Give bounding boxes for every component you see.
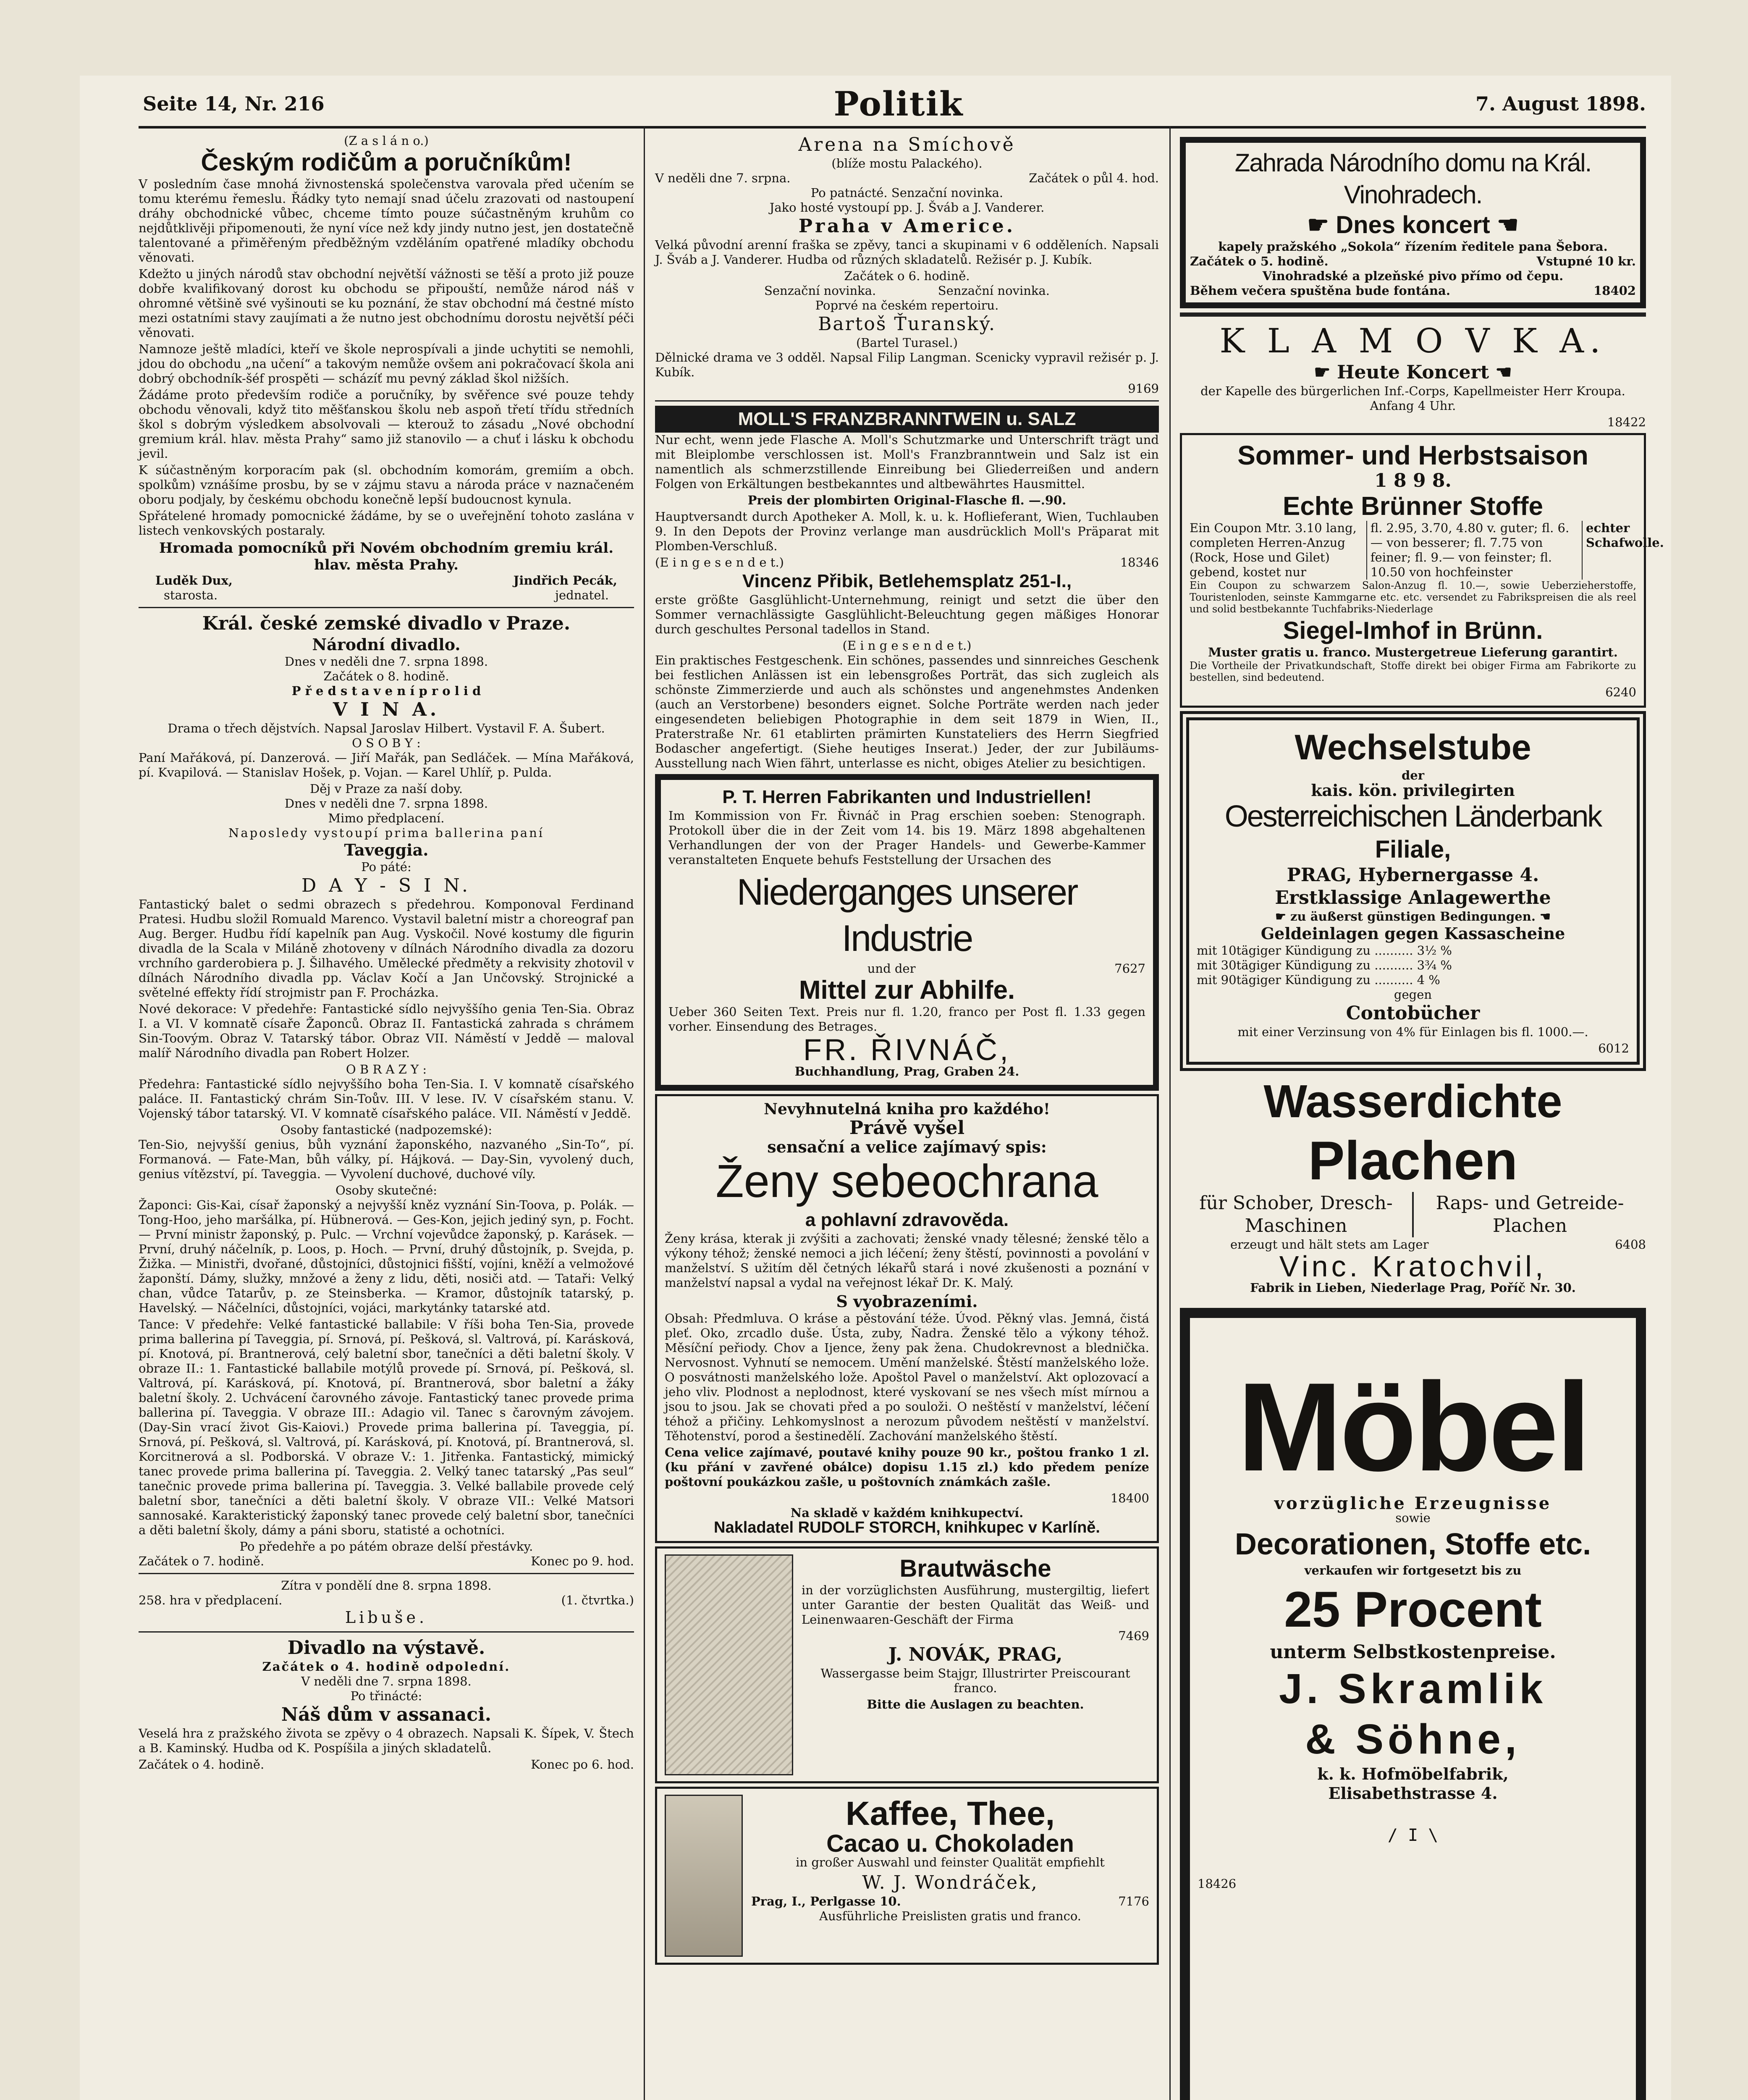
plachen-left: für Schober, Dresch-Maschinen [1180,1192,1414,1237]
page-header [143,84,1646,130]
eingesendet: (E i n g e s e n d e t.) [842,638,972,653]
newspaper-title: Politik [833,84,964,123]
koncert-text: kapely pražského „Sokola“ řízením ředitele pana Šebora. [1218,239,1608,254]
prestavky: Po předehře a po pátém obraze delší přestávky. [239,1539,533,1554]
kniha-cena: Cena velice zajímavé, poutavé knihy pouze 90 kr., poštou franko 1 zl. (ku přání v zavřené obálce) dopisu 1.15 zl.) kdo předem peníze poštovní poukázkou zašle, u poštovních známkách zašle. [665,1445,1149,1489]
separator [1180,312,1646,317]
koncert-pivo: Vinohradské a plzeňské pivo přímo od čepu. [1262,269,1564,283]
mobel-proc: 25 Procent [1284,1581,1542,1638]
moll-footer [655,555,1159,570]
zahrada-title: Zahrada Národního domu na Král. Vinohradech. [1234,149,1591,209]
scene: Děj v Praze za naší doby. [309,782,463,796]
column-3 [1180,134,1664,2100]
kaffee-title: Kaffee, Thee, [846,1795,1055,1832]
kniha-sklad: Na skladě v každém knihkupectví. [790,1506,1024,1520]
arena-desc: Velká původní arenní fraška se zpěvy, tanci a skupinami v 6 odděleních. Napsali J. Šváb a J. Vanderer. Hudba od různých skladatelů. Režisér p. J. Kubík. [655,238,1159,267]
wechsel-kk: kais. kön. privilegirten [1311,781,1515,800]
ad-number: 18402 [1593,284,1636,298]
entry-fee: Vstupné 10 kr. [1536,254,1636,268]
mobel-name: J. Skramlik [1279,1665,1547,1712]
wechsel-der: der [1401,768,1424,782]
fabrikanten-ad [655,774,1159,1091]
ballerina: Taveggia. [344,840,429,859]
fab-title: P. T. Herren Fabrikanten und Industriellen! [722,787,1092,807]
woman-figure-illustration [665,1795,743,1957]
tance-text: Tance: V předehře: Velké fantastické ballabile: V říši boha Ten-Sia, provede prima ballerina pí Taveggia, pí. Srnová, pí. Pešková, sl. Valtrová, pí. Karásková, pí. Knotová, pí. Brantnerová, celý baletní sbor, tanečníci a děti baletní školy. V obraze II.: 1. Fantastické ballabile motýlů provede pí. Srnová, pí. Pešková, sl. Valtrová, pí. Karásková, pí. Knotová, pí. Brantnerová, sbor baletní a žáky baletní školy. 2. Uchvácení čarovného závoje. Fantastický tanec provede prima ballerina pí. Taveggia. V obraze III.: Adagio vil. Tanec s čarovným závojem. (Day-Sin vrací život Gis-Kaiovi.) Provede prima ballerina pí. Taveggia, pí. Srnová, pí. Pešková, sl. Valtrová, pí. Karásková, pí. Knotová, pí. Brantnerová, sl. Korcitnerová a sl. Podborská. V obraze V.: 1. Jitřenka. Fantastický, mimický tanec provede prima ballerina pí. Taveggia. 2. Velký tanec tatarský „Pas seul“ tanečnic provede prima ballerina pí. Taveggia. 3. Velké ballabile provede celý baletní sbor, tanečníci a děti baletní školy. V obraze VII.: Velké Matsori sannosaké. Karakteristický žaponský tanec provede celý baletní sbor, tanečníci a děti baletní školy, dámy a páni sboru, statisté a ochotníci. [139,1317,634,1537]
kaffee-sub: Cacao u. Chokoladen [826,1830,1074,1857]
arena-drama: Dělnické drama ve 3 odděl. Napsal Filip Langman. Scenicky vypravil režisér p. J. Kubík. [655,350,1159,379]
pointing-hand-icon: ☛ [1275,909,1291,924]
arena-senz: Senzační novinka. Senzační novinka. [764,284,1050,298]
arena-play2-sub: (Bartel Turasel.) [856,336,958,350]
plachen-erz: erzeugt und hält stets am Lager [1230,1237,1429,1252]
klamovka-title: K L A M O V K A. [1219,321,1606,360]
play-title: V I N A. [333,699,440,720]
arena-play: Praha v Americe. [798,215,1016,237]
pointing-hand-icon: ☚ [1490,211,1519,239]
wechsel-addr: PRAG, Hybernergasse 4. [1287,864,1539,886]
cast-list: Paní Mařáková, pí. Danzerová. — Jiří Mařák, pan Sedláček. — Mína Mařáková, pí. Kvapilová. — Stanislav Hošek, p. Vojan. — Karel Uhlíř, p. Pulda. [139,751,634,780]
appeal-paragraph: V posledním čase mnohá živnostenská společenstva varovala před učením se tomu kterému řemeslu. Řádky tyto nemají snad účelu zrazovati od nastoupení dráhy obchodnické vůbec, chceme tímto pouze súčastněným kruhům co nejdůtklivěji připomenouti, že nyní více než kdy jindy nutno jest, jen dostatečně talentované a přiměřeným předběžným vzděláním opatřené mladíky obchodu věnovati. [139,177,634,265]
cast-heading: O S O B Y : [352,736,421,750]
show-date: Dnes v neděli dne 7. srpna 1898. [284,796,488,811]
braut-bitte: Bitte die Auslagen zu beachten. [867,1697,1084,1712]
arena-poprve: Poprvé na českém repertoiru. [815,298,999,312]
mobel-verk: verkaufen wir fortgesetzt bis zu [1304,1563,1522,1578]
kaffee-preis: Ausführliche Preislisten gratis und franco. [819,1909,1081,1923]
theatre-title: Král. české zemské divadlo v Praze. [202,613,571,634]
wechsel-bed: ☛ zu äußerst günstigen Bedingungen. ☚ [1275,909,1551,924]
sommer-year: 1 8 9 8. [1374,470,1452,491]
start-time: Začátek o 5. hodině. [1190,254,1329,268]
arena-subtitle: (blíže mostu Palackého). [831,156,983,171]
brautwasche-ad [655,1546,1159,1783]
fab-und: und der [867,961,916,976]
signer-name: Jindřich Pecák, [513,573,617,588]
koncert-times [1190,254,1636,269]
wechsel-bank: Oesterreichischen Länderbank [1224,800,1601,833]
festgeschenk-text: Ein praktisches Festgeschenk. Ein schönes, passendes und sinnreiches Geschenk bei festlichen Anlässen ist ein lebensgroßes Porträt, das sich zugleich als schönste Zimmerzierde und auch als schönstes und angenehmstes Andenken (auch an Verstorbene) besonders eignet. Solche Porträte werden nach jeder eingesendeten beliebigen Photographie in dem seit 1879 in Wien, II., Praterstraße Nr. 61 etablirten prämirten Kunstateliers des Herrn Siegfried Bodascher angefertigt. (Siehe heutiges Inserat.) Jeder, der zur Jubiläums-Ausstellung nach Wien fährt, unterlasse es nicht, obiges Atelier zu besichtigen. [655,653,1159,770]
sommer-echte: Echte Brünner Stoffe [1282,492,1544,521]
mobel-title: Möbel [1237,1356,1589,1497]
plachen-title: Wasserdichte [1263,1076,1562,1127]
arena-guests: Jako hosté vystoupí pp. J. Šváb a J. Vanderer. [769,200,1045,215]
ctvrtka: (1. čtvrtka.) [561,1593,634,1607]
eingesendet: (E i n g e s e n d e t.) [655,555,784,570]
kaffee-addr: Prag, I., Perlgasse 10. [751,1894,901,1908]
moll-haupt: Hauptversandt durch Apotheker A. Moll, k. u. k. Hoflieferant, Wien, Tuchlauben 9. In den Depots der Provinz verlange man ausdrücklich Moll's Präparat mit Plomben-Verschluß. [655,509,1159,553]
sommer-prices: fl. 2.95, 3.70, 4.80 v. guter; fl. 6.— von besserer; fl. 7.75 von feiner; fl. 9.— von feinster; fl. 10.50 von hochfeinster [1366,521,1578,580]
ad-number: 6012 [1598,1041,1629,1055]
mobel-sohne: & Söhne, [1305,1716,1521,1763]
appeal-paragraph: K súčastněným korporacím pak (sl. obchodním komorám, gremiím a obch. spolkům) vznášíme prosbu, by se v zájmu stavu a národa práce v naznačeném oboru podjaly, by českému obchodu konečně lepší budoucnost kynula. [139,463,634,507]
wechsel-filiale: Filiale, [1375,836,1451,863]
signer-role: starosta. [164,588,218,602]
kniha-title: Nevyhnutelná kniha pro každého! [764,1100,1050,1118]
plachen-addr: Fabrik in Lieben, Niederlage Prag, Poříč Nr. 30. [1250,1281,1576,1295]
appeal-paragraph: Namnoze ještě mladíci, kteří ve škole neprospívali a jinde uchytiti se nemohli, jdou do obchodu „na učení“ a takovým nemůže ovšem ani pokračovací škola ani dobrý obchodník-šéf prospěti — scházíť mu pevný základ škol nižších. [139,342,634,386]
tomorrow-info [139,1593,634,1608]
klam-text: der Kapelle des bürgerlichen Inf.-Corps, Kapellmeister Herr Kroupa. Anfang 4 Uhr. [1200,384,1625,413]
ballet-desc: Fantastický balet o sedmi obrazech s předehrou. Komponoval Ferdinand Pratesi. Hudbu složil Romuald Marenco. Vystavil baletní mistr a choreograf pan Aug. Berger. Hudbu řídí kapelník pan Aug. Vyskočil. Nové kostumy dle figurin divadla de la Scala v Miláně zhotoveny v dílnách Národního divadla za dozoru vrchního garderobiera p. J. Šilhavého. Umělecké předměty a rekvisity zhotovil v dílnách Národního divadla pp. Václav Kočí a Jan Unčovský. Strojnické a světelné effekty řídí strojmistr pan F. Procházka. [139,897,634,1000]
sommer-ad [1180,433,1664,708]
koncert-fontana: Během večera spuštěna bude fontána. [1190,284,1450,298]
pointing-hand-icon: ☚ [1535,909,1551,924]
separator [139,1631,634,1633]
wechsel-gegen: gegen [1394,987,1432,1002]
zaslano-label: (Z a s l á n o.) [344,134,429,148]
plachen-types [1180,1192,1646,1237]
wechsel-erst: Erstklassige Anlagewerthe [1275,887,1551,908]
end-time: Konec po 6. hod. [531,1757,634,1772]
column-2 [655,134,1159,1968]
fant-heading: Osoby fantastické (nadpozemské): [280,1123,493,1137]
mobel-dec: Decorationen, Stoffe etc. [1234,1528,1591,1561]
vystava-play: Náš dům v assanaci. [281,1704,492,1725]
ad-number: 18426 [1198,1877,1237,1891]
play-desc: Drama o třech dějstvích. Napsal Jaroslav Hilbert. Vystavil F. A. Šubert. [168,721,605,735]
moll-text: Nur echt, wenn jede Flasche A. Moll's Schutzmarke und Unterschrift trägt und mit Bleiplombe verschlossen ist. Moll's Franzbranntwein und Salz ist ein namentlich als schmerzstillende Einreibung bei Gliederreißen und andern Folgen von Erkältungen bestbekanntes und altbewährtes Hausmittel. [655,433,1159,491]
obrazy-text: Předehra: Fantastické sídlo nejvyššího boha Ten-Sia. I. V komnatě císařského paláce. II. Fantastický chrám Sin-Toův. III. V lese. IV. V císařském stanu. V. Vojenský tábor tatarský. VI. V komnatě císařského paláce. VII. Náměstí v Jeddě. [139,1077,634,1121]
fab-price: Ueber 360 Seiten Text. Preis nur fl. 1.20, franco per Post fl. 1.33 gegen vorher. Einsendung des Betrages. [668,1005,1145,1034]
start-time: Začátek o 7. hodině. [139,1554,265,1568]
kaffee-ad [655,1787,1159,1965]
kaffee-name: W. J. Wondráček, [862,1872,1038,1893]
appeal-paragraph: Kdežto u jiných národů stav obchodní největší vážnosti se těší a proto již pouze dobře kvalifikovaný dorost ku obchodu se připouští, nemůže národ náš v ohromné většině své vyšinouti se ku poznání, že stav obchodní má čestné místo mezi ostatními stavy zaujímati a že nutno jest obchodnímu dorostu největší péči věnovati. [139,267,634,340]
issue-date: 7. August 1898. [1475,92,1646,115]
fab-text: Im Kommission von Fr. Řivnáč in Prag erschien soeben: Stenograph. Protokoll über die in der Zeit vom 14. bis 19. März 1898 abgehaltenen Verhandlungen der von der Prager Handels- und Gewerbe-Kammer veranstalteten Enquete behufs Feststellung der Ursachen des [668,808,1145,867]
braut-name: J. NOVÁK, PRAG, [888,1644,1063,1665]
show-date: Dnes v neděli dne 7. srpna 1898. [284,654,488,669]
tomorrow: Zítra v pondělí dne 8. srpna 1898. [281,1578,492,1593]
wechsel-conto: Contobücher [1346,1003,1480,1024]
fab-addr: Buchhandlung, Prag, Graben 24. [794,1064,1019,1079]
ad-number: 6240 [1605,685,1636,699]
kniha-big: Ženy sebeochrana [715,1155,1098,1207]
appeal-paragraph: Spřátelené hromady pomocnické žádáme, by se o uveřejnění tohoto zaslána v listech venkovských postaraly. [139,509,634,538]
sommer-wool: echter Schafwolle. [1582,521,1636,580]
show-times [139,1554,634,1569]
appeal-title: Českým rodičům a poručníkům! [201,149,572,176]
mimo-predplaceni: Mimo předplacení. [328,811,445,825]
kaffee-addr-row [751,1894,1149,1909]
naposledy: Naposledy vystoupí prima ballerina paní [228,826,545,840]
theatre-subtitle: Národní divadlo. [312,635,461,654]
fab-big: Niederganges unserer Industrie [736,871,1077,959]
vystava-po: Po třinácté: [350,1689,422,1703]
signer-name: Luděk Dux, [155,573,233,588]
wechsel-rate: mit 10tägiger Kündigung zu .......... 3½ % [1197,943,1452,958]
ballet-decorations: Nové dekorace: V předehře: Fantastické sídlo nejvyššího genia Ten-Sia. Obraz I. a VI. V komnatě císaře Žaponců. Obraz II. Fantastická zahrada s chrámem Sin-Toovým. Obraz V. Tatarský tábor. Obraz VII. Náměstí v Jeddě — maloval malíř Národního divadla pan Robert Holzer. [139,1002,634,1060]
wechsel-rate: mit 30tägiger Kündigung zu .......... 3¾ % [1197,958,1452,972]
wechsel-title: Wechselstube [1295,727,1531,767]
kniha-obsah: Obsah: Předmluva. O kráse a pěstování téže. Úvod. Pěkný vlas. Jemná, čistá pleť. Oko, zrcadlo duše. Ústa, zuby, Ňadra. Ženské tělo a výkony téhož. Měsíční peřiody. Chov a Ijence, ženy pak žena. Chudokrevnost a blednička. Nervosnost. Vyhnutí se nemocem. Umění manželské. Štěstí manželského lože. O posvátnosti manželského lože. Apoštol Pavel o manželství. Akt oplozovací a jeho vliv. Plodnost a neplodnost, které vyskovaní se nes všech míst mírnou a jsou to jsou. Jak se chovati před a po souloži. O neštěstí v manželství, léčení téhož a přičiny. Lehkomyslnost a nerozum původem neštěstí v manželství. Těhotenství, porod a šestinedělí. Zachování manželského štěstí. [665,1311,1149,1443]
kniha-ad [655,1094,1159,1543]
ad-number: 6408 [1615,1237,1646,1252]
pointing-hand-icon: ☛ [1314,362,1337,383]
siegel-note: Die Vortheile der Privatkundschaft, Stoffe direkt bei obiger Firma am Fabrikorte zu bestellen, sind bedeutend. [1190,660,1636,683]
ad-number: 7469 [1118,1629,1149,1643]
vincenz-title: Vincenz Přibik, Betlehemsplatz 251-I., [742,571,1072,591]
wechsel-rate: mit 90tägiger Kündigung zu .......... 4 % [1197,973,1440,987]
braut-title: Brautwäsche [899,1555,1051,1582]
sommer-small: Ein Coupon zu schwarzem Salon-Anzug fl. 10.—, sowie Ueberzieherstoffe, Touristenloden, seinste Kammgarne etc. etc. versendet zu Fabrikspreisen die als reel und solid bestbekannte Tuchfabriks-Niederlage [1190,580,1636,615]
siegel-title: Siegel-Imhof in Brünn. [1283,617,1543,644]
header-rule [139,126,1646,129]
separator [139,1573,634,1574]
mobel-unter: unterm Selbstkostenpreise. [1270,1641,1556,1663]
mobel-kk: k. k. Hofmöbelfabrik, [1317,1764,1509,1783]
show-prolid: P ř e d s t a v e n í p r o l i d [291,684,481,698]
wechsel-verz: mit einer Verzinsung von 4% für Einlagen bis fl. 1000.—. [1237,1025,1588,1039]
plachen-name: Vinc. Kratochvil, [1279,1250,1547,1283]
sommer-title: Sommer- und Herbstsaison [1237,440,1588,470]
separator [655,400,1159,402]
vystava-start: Začátek o 4. hodině odpolední. [262,1659,511,1674]
arena-play2: Bartoš Ťuranský. [818,313,996,335]
koncert-fontana-row [1190,284,1636,298]
pointing-hand-icon: ☛ [1307,211,1336,239]
sommer-table [1190,521,1664,580]
ad-number: 7176 [1118,1894,1149,1908]
start-time: Začátek o 4. hodině. [139,1757,265,1772]
arena-start: Začátek o půl 4. hod. [1029,171,1159,185]
signer-role: jednatel. [555,588,609,602]
mobel-vor: vorzügliche Erzeugnisse [1274,1494,1552,1513]
vystava-desc: Veselá hra z pražského života se zpěvy o 4 obrazech. Napsali K. Šípek, V. Štech a B. Kaminský. Hudba od K. Pospíšila a jiných skladatelů. [139,1726,634,1755]
kniha-text: Ženy krása, kterak ji zvýšiti a zachovati; ženské vnady tělesné; ženské tělo a výkony téhož; ženské nemoci a jich léčení; ženy štěstí, povinnosti a povolání v manželství. S užitím děl četných lékařů stará i nové zkušenosti a poznání v manželství napsal a vydal na veřejnost lékař Dr. K. Malý. [665,1231,1149,1290]
plachen-big: Plachen [1308,1130,1518,1191]
vystava-times [139,1757,634,1772]
ad-number: 18422 [1607,415,1646,429]
fant-text: Ten-Sio, nejvyšší genius, bůh vyznání žaponského, nazvaného „Sin-To“, pí. Formanová. — Fate-Man, bůh války, pí. Hájková. — Day-Sin, vyvolený duch, genius vítězství, pí. Taveggia. — Vyvolení duchové, duchové víly. [139,1137,634,1181]
kniha-senz: sensační a velice zajímavý spis: [767,1137,1047,1156]
ad-number: 18400 [1110,1491,1149,1505]
kaffee-text: in großer Auswahl und feinster Qualität empfiehlt [796,1855,1105,1869]
signature-title: Hromada pomocníků při Novém obchodním gremiu král. hlav. města Prahy. [159,540,614,573]
dnes-koncert: ☛ Dnes koncert ☚ [1307,211,1519,239]
arena-start6: Začátek o 6. hodině. [844,269,970,283]
plachen-ad [1180,1074,1646,1295]
ad-number: 9169 [1128,381,1159,396]
siegel-sub: Muster gratis u. franco. Mustergetreue Lieferung garantirt. [1208,645,1618,659]
plachen-right: Raps- und Getreide-Plachen [1436,1192,1624,1236]
vincenz-text: erste größte Gasglühlicht-Unternehmung, reinigt und setzt die über den Sommer vernachlässigte Gasglühlicht-Beleuchtung gegen mäßiges Honorar durch geschultes Personal tadellos in Stand. [655,593,1159,636]
arena-date-row [655,171,1159,186]
kniha-sub: a pohlavní zdravověda. [805,1210,1009,1230]
zahrada-ad [1180,137,1646,308]
opera-title: Libuše. [345,1608,428,1627]
page-number: Seite 14, Nr. 216 [143,92,325,115]
moll-banner: MOLL'S FRANZBRANNTWEIN u. SALZ [655,406,1159,433]
arena-date: V neděli dne 7. srpna. [655,171,791,185]
po-pate: Po páté: [361,860,411,874]
pointing-hand-icon: ☚ [1489,362,1512,383]
moll-price: Preis der plombirten Original-Flasche fl. —.90. [747,493,1067,507]
wechsel-geld: Geldeinlagen gegen Kassascheine [1261,924,1565,943]
appeal-paragraph: Žádáme proto především rodiče a poručníky, by svěřence své pouze tehdy obchodu věnovali, když tito měšťanskou školu neb aspoň třetí třídu středních škol s dobrým výsledkem absolvovali — kterouž to zásadu „Nové obchodní gremium král. hlav. města Prahy“ samo již stanovilo — a chuť i lásku k obchodu jevil. [139,388,634,461]
skut-heading: Osoby skutečné: [335,1183,438,1197]
arena-title: Arena na Smíchově [798,134,1016,155]
mobel-addr: Elisabethstrasse 4. [1328,1784,1498,1803]
column-divider-2 [1169,126,1171,2100]
kniha-s: S vyobrazeními. [836,1292,978,1311]
show-start: Začátek o 8. hodině. [323,669,449,683]
braut-text: in der vorzüglichsten Ausführung, mustergiltig, liefert unter Garantie der besten Qualität das Weiß- und Leinenwaaren-Geschäft der Firma [802,1583,1149,1627]
ad-number: 18346 [1120,555,1159,570]
signature-roles [139,588,634,603]
fab-name: FR. ŘIVNÁČ, [803,1033,1011,1067]
column-1 [139,134,634,1772]
ad-number: 7627 [1114,961,1145,976]
end-time: Konec po 9. hod. [531,1554,634,1568]
predplaceni: 258. hra v předplacení. [139,1593,283,1607]
ballet-title: D A Y - S I N. [301,875,472,896]
klam-heute: ☛ Heute Koncert ☚ [1314,362,1512,383]
arena-po: Po patnácté. Senzační novinka. [810,186,1004,200]
mobel-sowie: sowie [1395,1511,1431,1525]
separator [139,607,634,608]
handwritten-mark: / I \ [1387,1826,1439,1845]
vystava-date: V neděli dne 7. srpna 1898. [301,1674,472,1688]
kniha-vysel: Právě vyšel [849,1117,965,1139]
wechsel-ad [1180,711,1646,1071]
signatures [139,573,634,588]
fab-und-row [668,961,1145,976]
obrazy-heading: O B R A Z Y : [346,1062,427,1076]
mobel-ad [1180,1308,1646,2100]
skut-text: Žaponci: Gis-Kai, císař žaponský a nejvyšší kněz vyznání Sin-Toova, p. Polák. — Tong-Hoo, jeho maršálka, pí. Hübnerová. — Ges-Kon, jejich jediný syn, p. Focht. — První ministr žaponský, p. Pulc. — Vrchní vojevůdce žaponský, p. Karásek. — První, druhý náčelník, p. Loos, p. Hoch. — První, druhý důstojník, p. Svejda, p. Žižka. — Ministři, dvořané, důstojníci, důstojnici fišští, vojíni, kněží a velmožové žaponští. Dámy, služky, mnžové a ženy z lidu, děti, nosiči atd. — Tataři: Velký chan, vůdce Tatarův, p. ze Steinsberka. — Kramor, důstojník tatarský, p. Havelský. — Náčelníci, důstojníci, vojáci, markytánky tatarské atd. [139,1198,634,1315]
kniha-nakl: Nakladatel RUDOLF STORCH, knihkupec v Karlíně. [714,1519,1100,1536]
sommer-coupon: Ein Coupon Mtr. 3.10 lang, completen Herren-Anzug (Rock, Hose und Gilet) gebend, kostet nur [1190,521,1357,579]
braut-addr: Wassergasse beim Stajgr, Illustrirter Preiscourant franco. [820,1666,1130,1695]
fab-mittel: Mittel zur Abhilfe. [799,976,1015,1005]
vystava-title: Divadlo na výstavě. [287,1637,485,1659]
lingerie-illustration [665,1554,793,1775]
column-divider-1 [644,126,645,2100]
